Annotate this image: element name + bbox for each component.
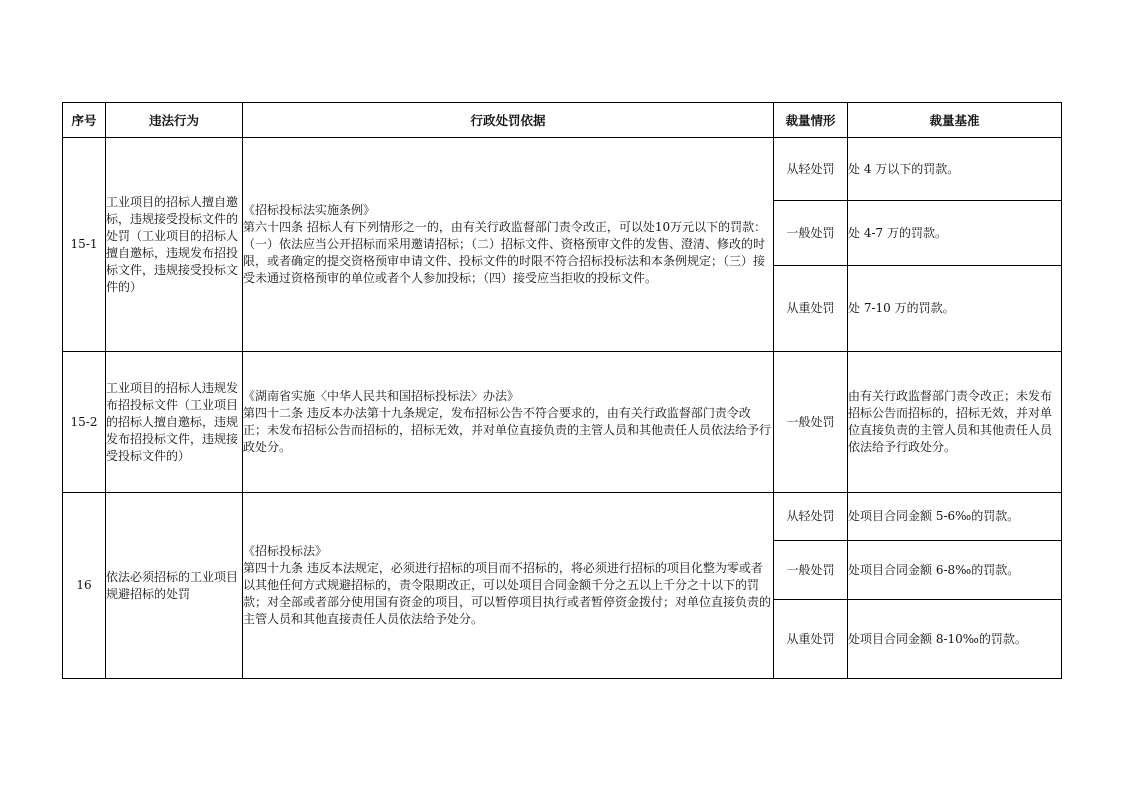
basis-text: 第六十四条 招标人有下列情形之一的，由有关行政监督部门责令改正，可以处10万元以下的罚款：（一）依法应当公开招标而采用邀请招标；（二）招标文件、资格预审文件的发售、澄清、修改的时限，或者确定的提交资格预审申请文件、投标文件的时限不符合招标投标法和本条例规定；（三）接受未通过资格预审的单位或者个人参加投标；（四）接受应当拒收的投标文件。 bbox=[243, 220, 767, 285]
penalty-discretion-table bbox=[62, 102, 1062, 679]
row-situation: 从重处罚 bbox=[774, 266, 848, 352]
row-standard: 处 4 万以下的罚款。 bbox=[848, 138, 1062, 201]
row-legal-basis bbox=[243, 138, 774, 352]
header-basis: 行政处罚依据 bbox=[243, 103, 774, 138]
basis-text: 第四十二条 违反本办法第十九条规定，发布招标公告不符合要求的，由有关行政监督部门责令改正；未发布招标公告而招标的，招标无效，并对单位直接负责的主管人员和其他责任人员依法给予行政处分。 bbox=[243, 406, 772, 454]
row-legal-basis bbox=[243, 493, 774, 679]
table-header-row bbox=[63, 103, 1062, 138]
row-situation: 一般处罚 bbox=[774, 541, 848, 600]
row-violation: 依法必须招标的工业项目规避招标的处罚 bbox=[106, 493, 243, 679]
basis-title: 《湖南省实施〈中华人民共和国招标投标法〉办法》 bbox=[243, 389, 520, 403]
row-situation: 从重处罚 bbox=[774, 600, 848, 679]
basis-title: 《招标投标法》 bbox=[243, 544, 328, 558]
row-violation: 工业项目的招标人擅自邀标，违规接受投标文件的处罚（工业项目的招标人擅自邀标，违规发布招投标文件，违规接受投标文件的） bbox=[106, 138, 243, 352]
row-seq: 15-1 bbox=[63, 138, 106, 352]
header-standard: 裁量基准 bbox=[848, 103, 1062, 138]
basis-title: 《招标投标法实施条例》 bbox=[243, 203, 376, 217]
row-standard: 处 7-10 万的罚款。 bbox=[848, 266, 1062, 352]
header-act: 违法行为 bbox=[106, 103, 243, 138]
header-seq: 序号 bbox=[63, 103, 106, 138]
row-situation: 从轻处罚 bbox=[774, 138, 848, 201]
row-seq: 15-2 bbox=[63, 352, 106, 493]
table-row bbox=[63, 138, 1062, 201]
row-standard: 处项目合同金额 6-8‰的罚款。 bbox=[848, 541, 1062, 600]
row-standard: 处 4-7 万的罚款。 bbox=[848, 201, 1062, 266]
row-standard: 处项目合同金额 5-6‰的罚款。 bbox=[848, 493, 1062, 541]
table-row bbox=[63, 352, 1062, 493]
row-situation: 从轻处罚 bbox=[774, 493, 848, 541]
row-standard: 处项目合同金额 8-10‰的罚款。 bbox=[848, 600, 1062, 679]
row-situation: 一般处罚 bbox=[774, 201, 848, 266]
row-situation: 一般处罚 bbox=[774, 352, 848, 493]
row-violation: 工业项目的招标人违规发布招投标文件（工业项目的招标人擅自邀标，违规发布招投标文件，违规接受投标文件的） bbox=[106, 352, 243, 493]
header-situation: 裁量情形 bbox=[774, 103, 848, 138]
row-standard: 由有关行政监督部门责令改正；未发布招标公告而招标的，招标无效，并对单位直接负责的主管人员和其他责任人员依法给予行政处分。 bbox=[848, 352, 1062, 493]
basis-text: 第四十九条 违反本法规定，必须进行招标的项目而不招标的，将必须进行招标的项目化整为零或者以其他任何方式规避招标的，责令限期改正，可以处项目合同金额千分之五以上千分之十以下的罚款；对全部或者部分使用国有资金的项目，可以暂停项目执行或者暂停资金拨付；对单位直接负责的主管人员和其他直接责任人员依法给予处分。 bbox=[243, 561, 772, 626]
row-legal-basis bbox=[243, 352, 774, 493]
table-row bbox=[63, 493, 1062, 541]
row-seq: 16 bbox=[63, 493, 106, 679]
